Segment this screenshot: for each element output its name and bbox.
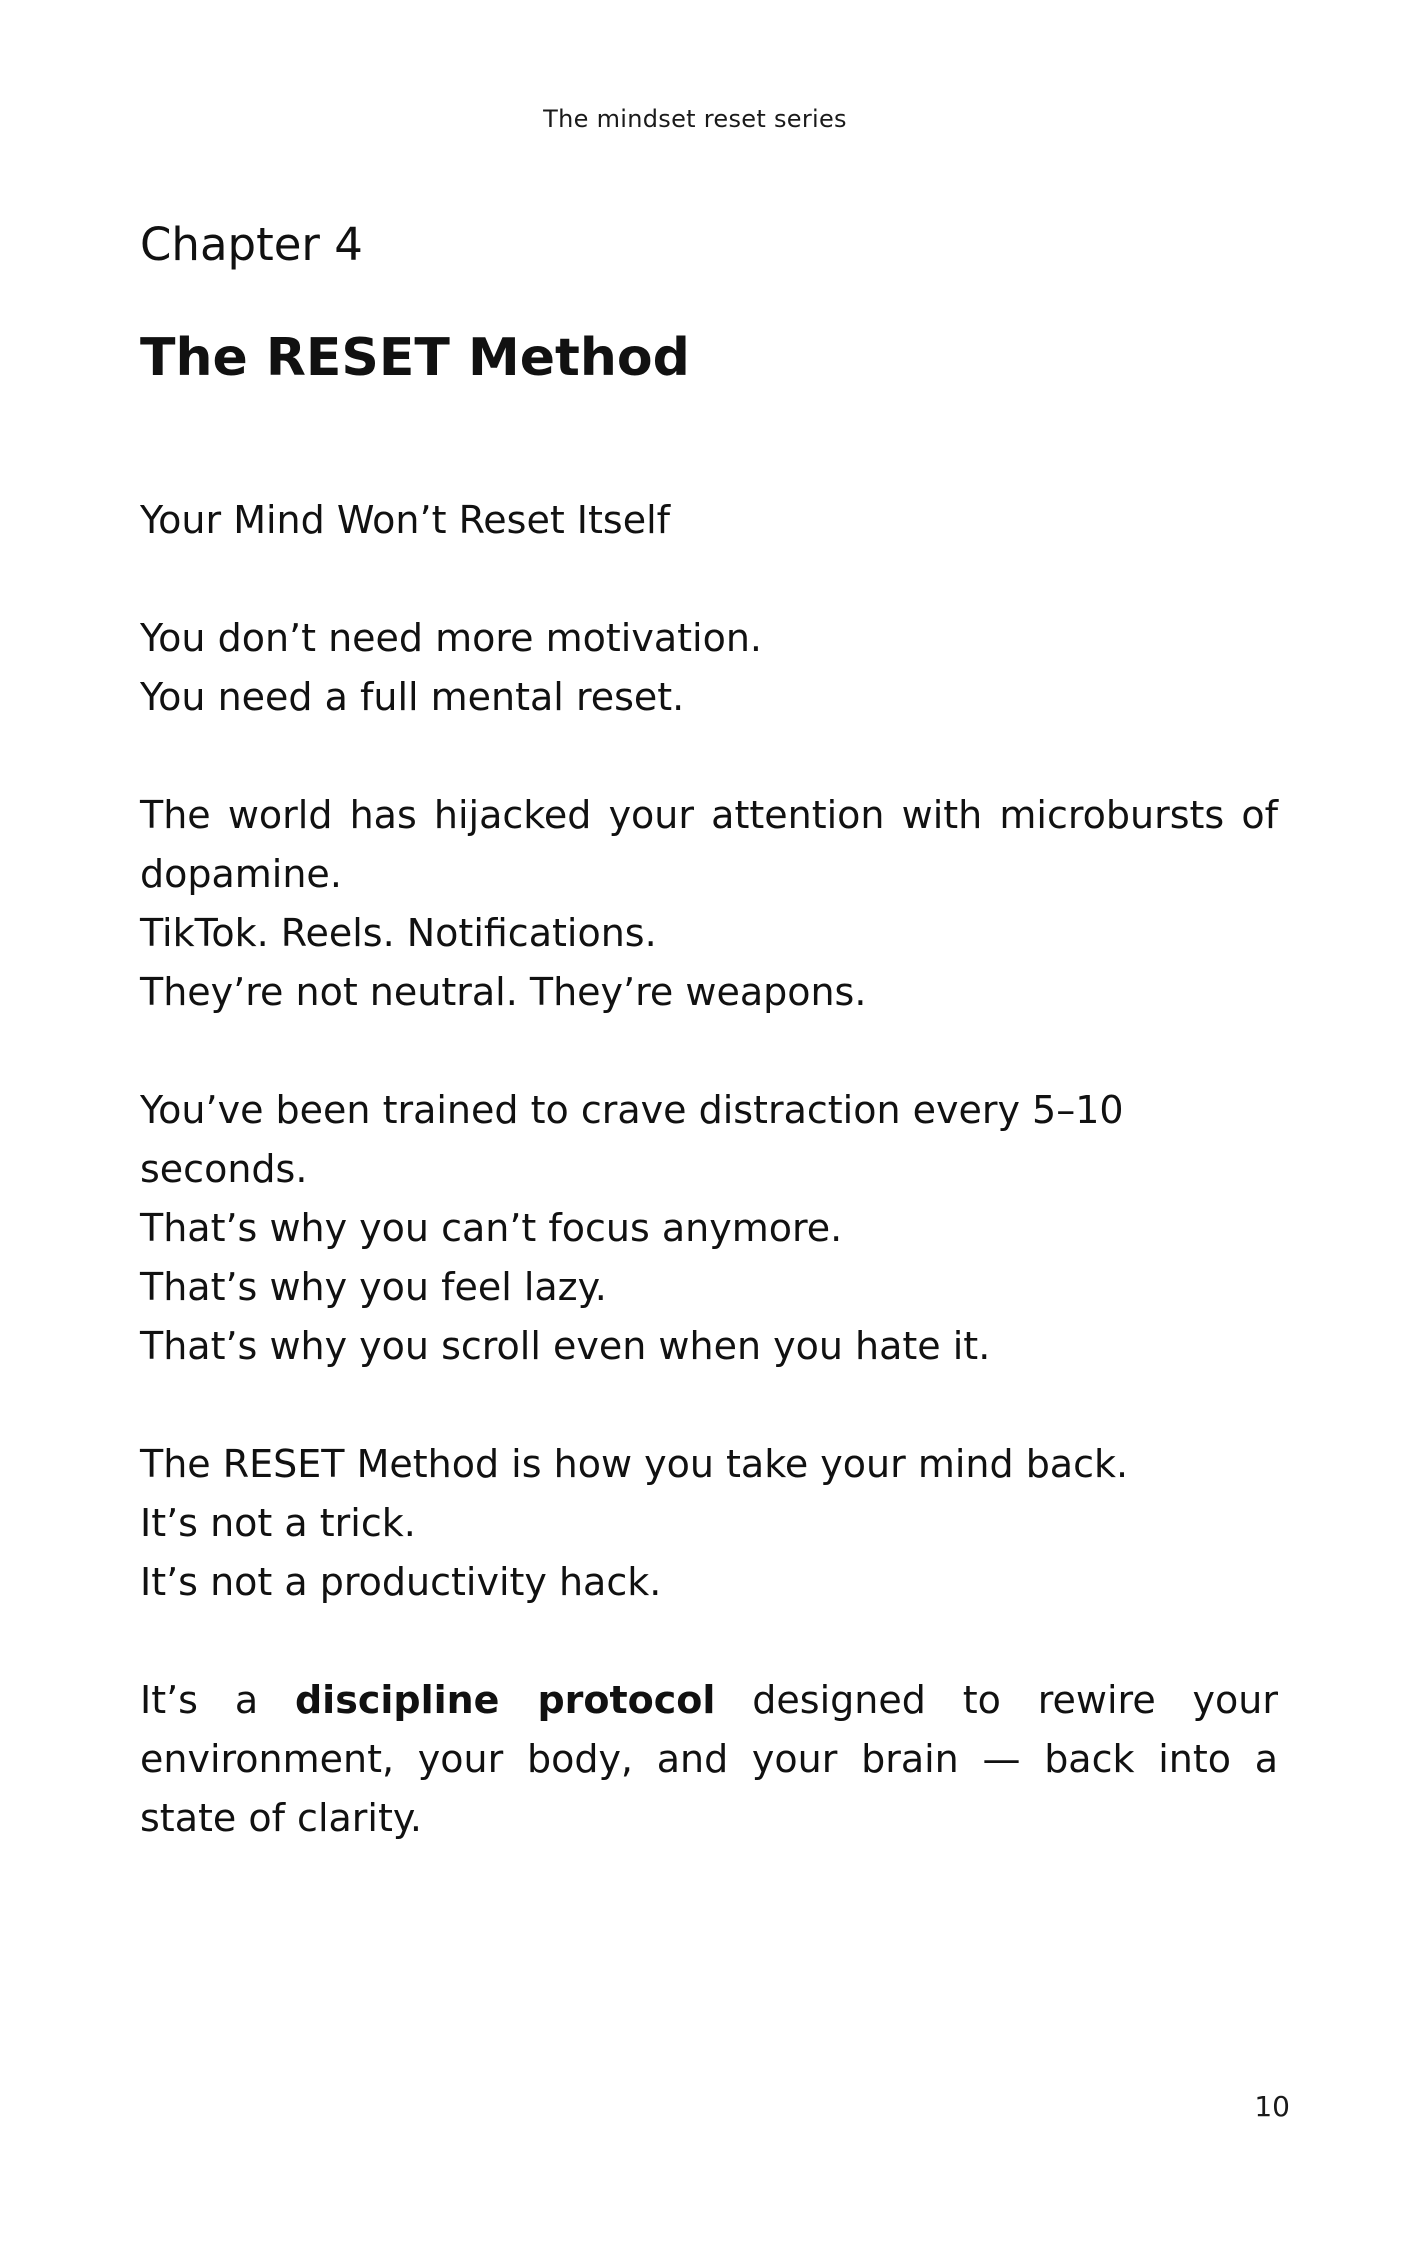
paragraph-line: TikTok. Reels. Notifications. [140, 911, 657, 955]
page-content [140, 215, 1278, 1907]
paragraph-5-start: It’s a [140, 1678, 295, 1722]
paragraph-line: That’s why you can’t focus anymore. [140, 1206, 843, 1250]
paragraph-line: You’ve been trained to crave distraction every 5–10 seconds. [140, 1088, 1124, 1191]
paragraph-2 [140, 786, 1278, 1022]
paragraph-line: That’s why you scroll even when you hate it. [140, 1324, 991, 1368]
chapter-title: The RESET Method [140, 328, 690, 388]
paragraph-1 [140, 609, 1278, 727]
paragraph-line: It’s not a productivity hack. [140, 1560, 662, 1604]
emphasis-text: discipline protocol [294, 1678, 716, 1722]
paragraph-4 [140, 1435, 1278, 1612]
paragraph-line: It’s not a trick. [140, 1501, 416, 1545]
paragraph-line: The world has hijacked your attention with microbursts of dopamine. [140, 793, 1278, 896]
page-number: 10 [1254, 2090, 1290, 2123]
section-subtitle: Your Mind Won’t Reset Itself [140, 498, 671, 542]
paragraph-line: You need a full mental reset. [140, 675, 685, 719]
paragraph-line: The RESET Method is how you take your mind back. [140, 1442, 1129, 1486]
paragraph-5 [140, 1671, 1278, 1848]
paragraph-line: You don’t need more motivation. [140, 616, 763, 660]
chapter-label: Chapter 4 [140, 218, 363, 271]
paragraph-3 [140, 1081, 1278, 1376]
paragraph-line: They’re not neutral. They’re weapons. [140, 970, 867, 1014]
paragraph-line: That’s why you feel lazy. [140, 1265, 607, 1309]
paragraph-5-end: designed to rewire your environment, your body, and your brain — back into a state of clarity. [140, 1678, 1278, 1840]
running-header: The mindset reset series [543, 105, 847, 133]
